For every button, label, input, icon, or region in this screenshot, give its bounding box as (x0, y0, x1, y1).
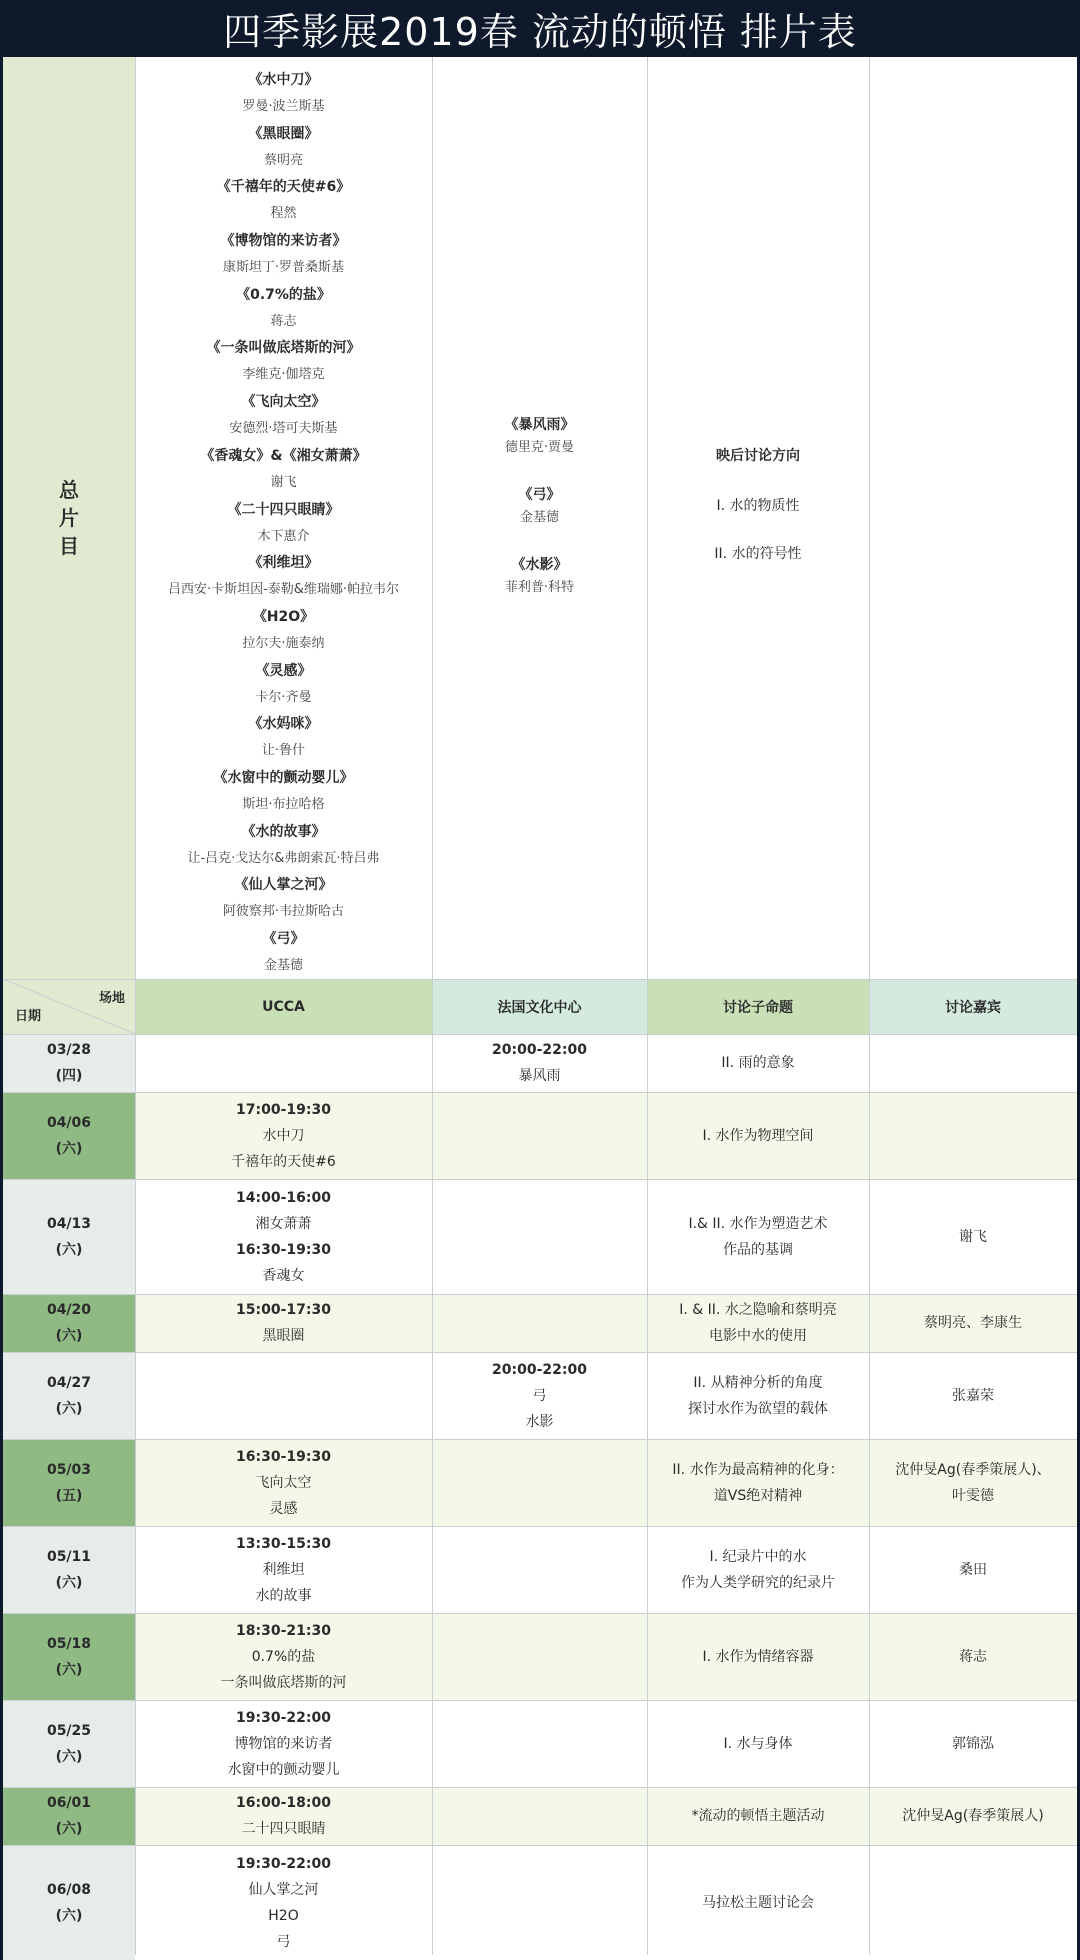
label-char: 总 (59, 478, 79, 502)
cell-line: 沈仲旻Ag(春季策展人)、 (895, 1461, 1051, 1478)
film-director: 卡尔·齐曼 (255, 689, 312, 705)
film-title: 《弓》 (262, 931, 305, 947)
weekday-text: (六) (55, 1907, 83, 1924)
cell-line: 弓 (276, 1933, 291, 1950)
cell-line: 探讨水作为欲望的载体 (688, 1400, 828, 1417)
topic-cell (647, 1034, 869, 1092)
film-director: 吕西安·卡斯坦因-泰勒&维瑞娜·帕拉韦尔 (167, 582, 400, 598)
weekday-text: (六) (55, 1328, 83, 1344)
ucca-cell (135, 1787, 432, 1845)
cell-line: 桑田 (959, 1561, 987, 1578)
guests-cell (869, 1787, 1077, 1845)
date-cell (3, 1787, 135, 1845)
ucca-header: UCCA (135, 979, 432, 1034)
ucca-cell (135, 1034, 432, 1092)
grid-hline (3, 1439, 1077, 1440)
screening-time: 19:30-22:00 (236, 1855, 331, 1872)
discussion-item: I. 水的物质性 (716, 498, 800, 514)
french-film-director: 菲利普·科特 (504, 580, 575, 595)
topic-header: 讨论子命题 (647, 979, 869, 1034)
cell-line: 香魂女 (262, 1267, 305, 1284)
ucca-cell (135, 1700, 432, 1787)
film-title: 《水的故事》 (241, 823, 326, 840)
french-film-title: 《暴风雨》 (504, 417, 575, 433)
grid-hline (3, 1787, 1077, 1788)
cell-line: II. 雨的意象 (721, 1055, 795, 1071)
cell-line: II. 从精神分析的角度 (693, 1374, 823, 1391)
film-director: 让·鲁什 (261, 743, 306, 759)
film-director: 木下惠介 (257, 528, 310, 544)
film-title: 《黑眼圈》 (248, 125, 319, 142)
cell-line: 电影中水的使用 (709, 1328, 807, 1344)
header-corner (3, 979, 135, 1034)
date-cell (3, 1294, 135, 1352)
film-director: 康斯坦丁·罗普桑斯基 (222, 260, 345, 276)
film-title: 《0.7%的盐》 (236, 286, 331, 303)
topic-cell (647, 1526, 869, 1613)
film-director: 蔡明亮 (263, 152, 303, 168)
date-text: 04/20 (46, 1302, 92, 1318)
cell-line: 博物馆的来访者 (234, 1735, 333, 1752)
date-cell (3, 1092, 135, 1179)
cell-line: 张嘉荣 (952, 1387, 994, 1404)
cell-line: H2O (268, 1907, 299, 1924)
schedule-sheet (3, 3, 1077, 1955)
weekday-text: (六) (55, 1400, 83, 1417)
film-title: 《飞向太空》 (241, 394, 326, 411)
date-cell (3, 1352, 135, 1439)
grid-hline (3, 1092, 1077, 1093)
cell-line: *流动的顿悟主题活动 (691, 1808, 825, 1824)
grid-hline (3, 1034, 1077, 1035)
french-cell (432, 1034, 647, 1092)
cell-line: 郭锦泓 (952, 1735, 994, 1752)
french-film-list (432, 57, 647, 979)
screening-time: 16:30-19:30 (236, 1448, 331, 1465)
topic-cell (647, 1700, 869, 1787)
date-cell (3, 1034, 135, 1092)
grid-vline (432, 57, 433, 1955)
cell-line: 湘女萧萧 (255, 1215, 312, 1232)
film-director: 谢飞 (270, 474, 297, 490)
ucca-cell (135, 1352, 432, 1439)
film-director: 金基德 (263, 958, 303, 973)
film-title: 《水中刀》 (248, 72, 319, 88)
french-cell (432, 1179, 647, 1294)
grid-vline (647, 57, 648, 1955)
ucca-cell (135, 1526, 432, 1613)
screening-time: 13:30-15:30 (236, 1535, 331, 1552)
discussion-title: 映后讨论方向 (716, 448, 800, 464)
cell-line: 千禧年的天使#6 (231, 1153, 336, 1170)
page-title: 四季影展2019春 流动的顿悟 排片表 (3, 3, 1077, 57)
topic-cell (647, 1613, 869, 1700)
guests-cell (869, 1294, 1077, 1352)
film-director: 阿彼察邦·韦拉斯哈古 (222, 904, 345, 920)
date-text: 03/28 (46, 1042, 92, 1058)
film-title: 《香魂女》&《湘女萧萧》 (200, 447, 367, 464)
guests-cell (869, 1700, 1077, 1787)
ucca-cell (135, 1179, 432, 1294)
label-char: 片 (59, 506, 79, 530)
french-film-director: 德里克·贾曼 (504, 440, 575, 455)
screening-time: 16:30-19:30 (236, 1241, 331, 1258)
film-title: 《H2O》 (252, 608, 315, 625)
cell-line: I. 水作为物理空间 (702, 1127, 814, 1144)
cell-line: 暴风雨 (518, 1068, 561, 1084)
cell-line: 蔡明亮、李康生 (924, 1315, 1022, 1331)
date-cell (3, 1439, 135, 1526)
weekday-text: (六) (55, 1821, 83, 1837)
screening-time: 16:00-18:00 (236, 1795, 331, 1811)
french-film-director: 金基德 (519, 510, 559, 525)
ucca-cell (135, 1613, 432, 1700)
screening-time: 15:00-17:30 (236, 1302, 331, 1318)
cell-line: I.& II. 水作为塑造艺术 (688, 1215, 828, 1232)
grid-vline (869, 57, 870, 1955)
grid-hline (3, 979, 1077, 980)
weekday-text: (六) (55, 1574, 83, 1591)
french-cell (432, 1439, 647, 1526)
grid-hline (3, 1294, 1077, 1295)
film-title: 《利维坦》 (248, 555, 319, 572)
guests-header: 讨论嘉宾 (869, 979, 1077, 1034)
guests-cell (869, 1352, 1077, 1439)
film-director: 斯坦·布拉哈格 (242, 796, 325, 812)
french-cell (432, 1700, 647, 1787)
ucca-cell (135, 1092, 432, 1179)
screening-time: 20:00-22:00 (492, 1361, 587, 1378)
grid-hline (3, 1352, 1077, 1353)
screening-time: 14:00-16:00 (236, 1189, 331, 1206)
screening-time: 20:00-22:00 (492, 1042, 587, 1058)
cell-line: 蒋志 (959, 1648, 987, 1665)
film-title: 《博物馆的来访者》 (220, 233, 347, 250)
film-director: 蒋志 (270, 313, 297, 329)
film-title: 《二十四只眼睛》 (227, 501, 340, 518)
date-cell (3, 1526, 135, 1613)
weekday-text: (六) (55, 1241, 83, 1258)
guests-cell (869, 1092, 1077, 1179)
date-cell (3, 1845, 135, 1960)
date-header: 日期 (15, 1009, 42, 1024)
screening-time: 18:30-21:30 (236, 1622, 331, 1639)
date-text: 05/11 (46, 1548, 92, 1565)
cell-line: 水窗中的颤动婴儿 (227, 1761, 340, 1778)
cell-line: 沈仲旻Ag(春季策展人) (902, 1808, 1044, 1824)
film-title: 《千禧年的天使#6》 (216, 179, 351, 196)
guests-cell (869, 1845, 1077, 1960)
cell-line: II. 水作为最高精神的化身： (672, 1461, 844, 1478)
french-cell (432, 1352, 647, 1439)
topic-cell (647, 1439, 869, 1526)
cell-line: 仙人掌之河 (248, 1881, 319, 1898)
date-text: 04/13 (46, 1215, 92, 1232)
date-cell (3, 1179, 135, 1294)
french-film-title: 《弓》 (518, 487, 561, 503)
film-director: 程然 (270, 206, 297, 222)
weekday-text: (四) (55, 1068, 83, 1084)
topic-cell (647, 1179, 869, 1294)
film-director: 拉尔夫·施泰纳 (242, 635, 325, 651)
french-cell (432, 1092, 647, 1179)
french-center-header: 法国文化中心 (432, 979, 647, 1034)
grid-hline (3, 1700, 1077, 1701)
date-text: 05/18 (46, 1635, 92, 1652)
cell-line: 水影 (525, 1413, 554, 1430)
date-text: 05/03 (46, 1461, 92, 1478)
date-cell (3, 1700, 135, 1787)
discussion-directions (647, 57, 869, 979)
discussion-item: II. 水的符号性 (714, 546, 802, 562)
cell-line: 作品的基调 (723, 1241, 793, 1258)
weekday-text: (六) (55, 1748, 83, 1765)
cell-line: 马拉松主题讨论会 (702, 1894, 814, 1911)
grid-hline (3, 1526, 1077, 1527)
guests-cell (869, 1439, 1077, 1526)
date-text: 04/06 (46, 1114, 92, 1131)
cell-line: 二十四只眼睛 (241, 1821, 326, 1837)
film-title: 《仙人掌之河》 (234, 877, 333, 894)
cell-line: I. 纪录片中的水 (709, 1548, 807, 1565)
film-director: 安德烈·塔可夫斯基 (229, 421, 338, 437)
cell-line: 道VS绝对精神 (713, 1487, 803, 1504)
cell-line: 弓 (532, 1387, 547, 1404)
full-list-label (3, 57, 135, 979)
ucca-cell (135, 1294, 432, 1352)
date-text: 04/27 (46, 1374, 92, 1391)
french-cell (432, 1526, 647, 1613)
cell-line: 作为人类学研究的纪录片 (681, 1574, 835, 1591)
film-title: 《一条叫做底塔斯的河》 (206, 340, 361, 357)
ucca-cell (135, 1845, 432, 1960)
french-cell (432, 1845, 647, 1960)
guests-cell (869, 1526, 1077, 1613)
cell-line: 水中刀 (262, 1127, 305, 1144)
film-title: 《水妈咪》 (248, 716, 319, 733)
cell-line: 叶雯德 (952, 1487, 994, 1504)
cell-line: 0.7%的盐 (251, 1648, 316, 1665)
grid-hline (3, 1845, 1077, 1846)
cell-line: I. 水作为情绪容器 (702, 1648, 814, 1665)
film-director: 让-吕克·戈达尔&弗朗索瓦·特吕弗 (187, 850, 380, 866)
date-cell (3, 1613, 135, 1700)
cell-line: 一条叫做底塔斯的河 (220, 1674, 347, 1691)
film-director: 罗曼·波兰斯基 (242, 99, 325, 114)
french-cell (432, 1613, 647, 1700)
weekday-text: (五) (55, 1487, 83, 1504)
grid-hline (3, 1179, 1077, 1180)
cell-line: 谢飞 (959, 1228, 987, 1245)
cell-line: 水的故事 (255, 1587, 312, 1604)
topic-cell (647, 1845, 869, 1960)
date-text: 06/01 (46, 1795, 92, 1811)
label-char: 目 (59, 534, 79, 558)
topic-cell (647, 1352, 869, 1439)
date-text: 06/08 (46, 1881, 92, 1898)
guests-cell (869, 1034, 1077, 1092)
weekday-text: (六) (55, 1140, 83, 1157)
topic-cell (647, 1787, 869, 1845)
guests-cell (869, 1179, 1077, 1294)
guests-cell (869, 1613, 1077, 1700)
grid-vline (135, 57, 136, 1955)
cell-line: 灵感 (269, 1500, 298, 1517)
topic-cell (647, 1294, 869, 1352)
topic-cell (647, 1092, 869, 1179)
ucca-cell (135, 1439, 432, 1526)
cell-line: I. 水与身体 (723, 1735, 793, 1752)
cell-line: I. & II. 水之隐喻和蔡明亮 (679, 1302, 837, 1318)
cell-line: 利维坦 (262, 1561, 305, 1578)
venue-header: 场地 (98, 991, 125, 1006)
french-film-title: 《水影》 (511, 557, 568, 573)
date-text: 05/25 (46, 1722, 92, 1739)
french-cell (432, 1787, 647, 1845)
film-list (135, 57, 432, 979)
cell-line: 飞向太空 (255, 1474, 312, 1491)
weekday-text: (六) (55, 1661, 83, 1678)
cell-line: 黑眼圈 (262, 1328, 305, 1344)
grid-hline (3, 1613, 1077, 1614)
film-director: 李维克·伽塔克 (242, 367, 325, 383)
screening-time: 17:00-19:30 (236, 1101, 331, 1118)
screening-time: 19:30-22:00 (236, 1709, 331, 1726)
film-title: 《水窗中的颤动婴儿》 (213, 769, 354, 786)
film-title: 《灵感》 (255, 662, 312, 679)
french-cell (432, 1294, 647, 1352)
